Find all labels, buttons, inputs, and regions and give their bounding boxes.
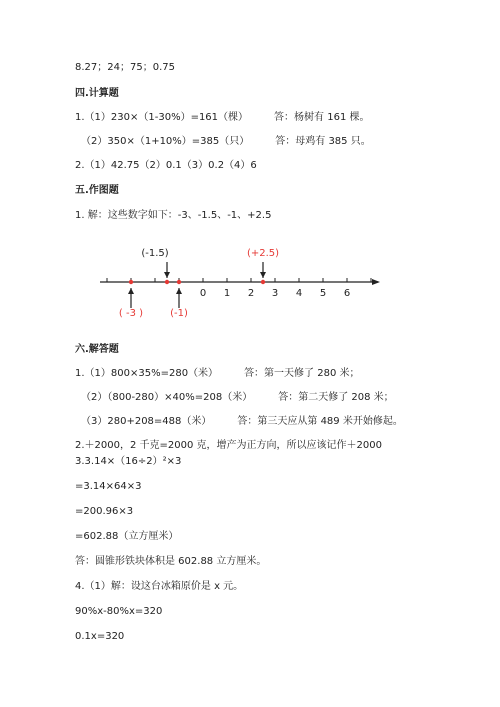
tick-label: 2: [247, 288, 255, 299]
tick-label: 0: [199, 288, 207, 299]
calc-text: （3）280+208=488（米）: [81, 416, 212, 427]
section-6-line-9: 答：圆锥形铁块体积是 602.88 立方厘米。: [75, 556, 267, 567]
section-6-line-5: 3.3.14×（16÷2）²×3: [75, 456, 182, 467]
tick-label: 4: [295, 288, 303, 299]
point-marker: [261, 280, 265, 284]
section-6-line-3: [81, 416, 403, 428]
answer-text: 答：第三天应从第 489 米开始修起。: [237, 416, 403, 427]
section-6-line-11: 90%x-80%x=320: [75, 606, 163, 617]
calc-text: 1.（1）230×（1-30%）=161（棵）: [75, 112, 249, 123]
point-arrow-head: [128, 288, 134, 294]
section-4-q1: [75, 112, 370, 124]
point-label: ( -3 ): [118, 308, 144, 319]
section-6-line-12: 0.1x=320: [75, 631, 125, 642]
section-6-line-2: [81, 392, 394, 404]
tick-label: 5: [319, 288, 327, 299]
tick-label: 3: [271, 288, 279, 299]
section-5-heading: 五.作图题: [75, 185, 119, 196]
section-4-heading: 四.计算题: [75, 88, 119, 99]
tick-label: 6: [343, 288, 351, 299]
point-label: (-1.5): [141, 248, 169, 259]
section-6-line-4: 2.＋2000，2 千克=2000 克，增产为正方向，所以应该记作＋2000: [75, 440, 382, 451]
section-6-heading: 六.解答题: [75, 344, 119, 355]
calc-text: （2）（800-280）×40%=208（米）: [81, 392, 253, 403]
point-arrow-head: [260, 272, 266, 278]
section-5-q1: 1. 解：这些数字如下：-3、-1.5、-1、+2.5: [75, 210, 272, 221]
section-6-line-7: =200.96×3: [75, 506, 134, 517]
section-6-line-8: =602.88（立方厘米）: [75, 531, 179, 542]
answer-text: 答：母鸡有 385 只。: [275, 136, 371, 147]
calc-text: 1.（1）800×35%=280（米）: [75, 368, 219, 379]
section-6-line-6: =3.14×64×3: [75, 481, 142, 492]
answer-text: 答：第一天修了 280 米；: [244, 368, 360, 379]
point-arrow-head: [164, 272, 170, 278]
section-4-q2: 2.（1）42.75（2）0.1（3）0.2（4）6: [75, 160, 257, 171]
axis-arrowhead: [372, 279, 380, 285]
point-arrow-head: [176, 288, 182, 294]
section-6-line-10: 4.（1）解：设这台冰箱原价是 x 元。: [75, 581, 244, 592]
number-line-diagram: [90, 242, 390, 322]
point-marker: [165, 280, 169, 284]
point-label: (+2.5): [246, 248, 280, 259]
tick-label: 1: [223, 288, 231, 299]
point-label: (-1): [170, 308, 188, 319]
section-4-q1b: [81, 136, 371, 148]
section-6-line-1: [75, 368, 360, 380]
answers-line: 8.27；24；75；0.75: [75, 62, 175, 73]
answer-text: 答：第二天修了 208 米；: [278, 392, 394, 403]
point-marker: [129, 280, 133, 284]
answer-text: 答：杨树有 161 棵。: [274, 112, 370, 123]
calc-text: （2）350×（1+10%）=385（只）: [81, 136, 250, 147]
point-marker: [177, 280, 181, 284]
